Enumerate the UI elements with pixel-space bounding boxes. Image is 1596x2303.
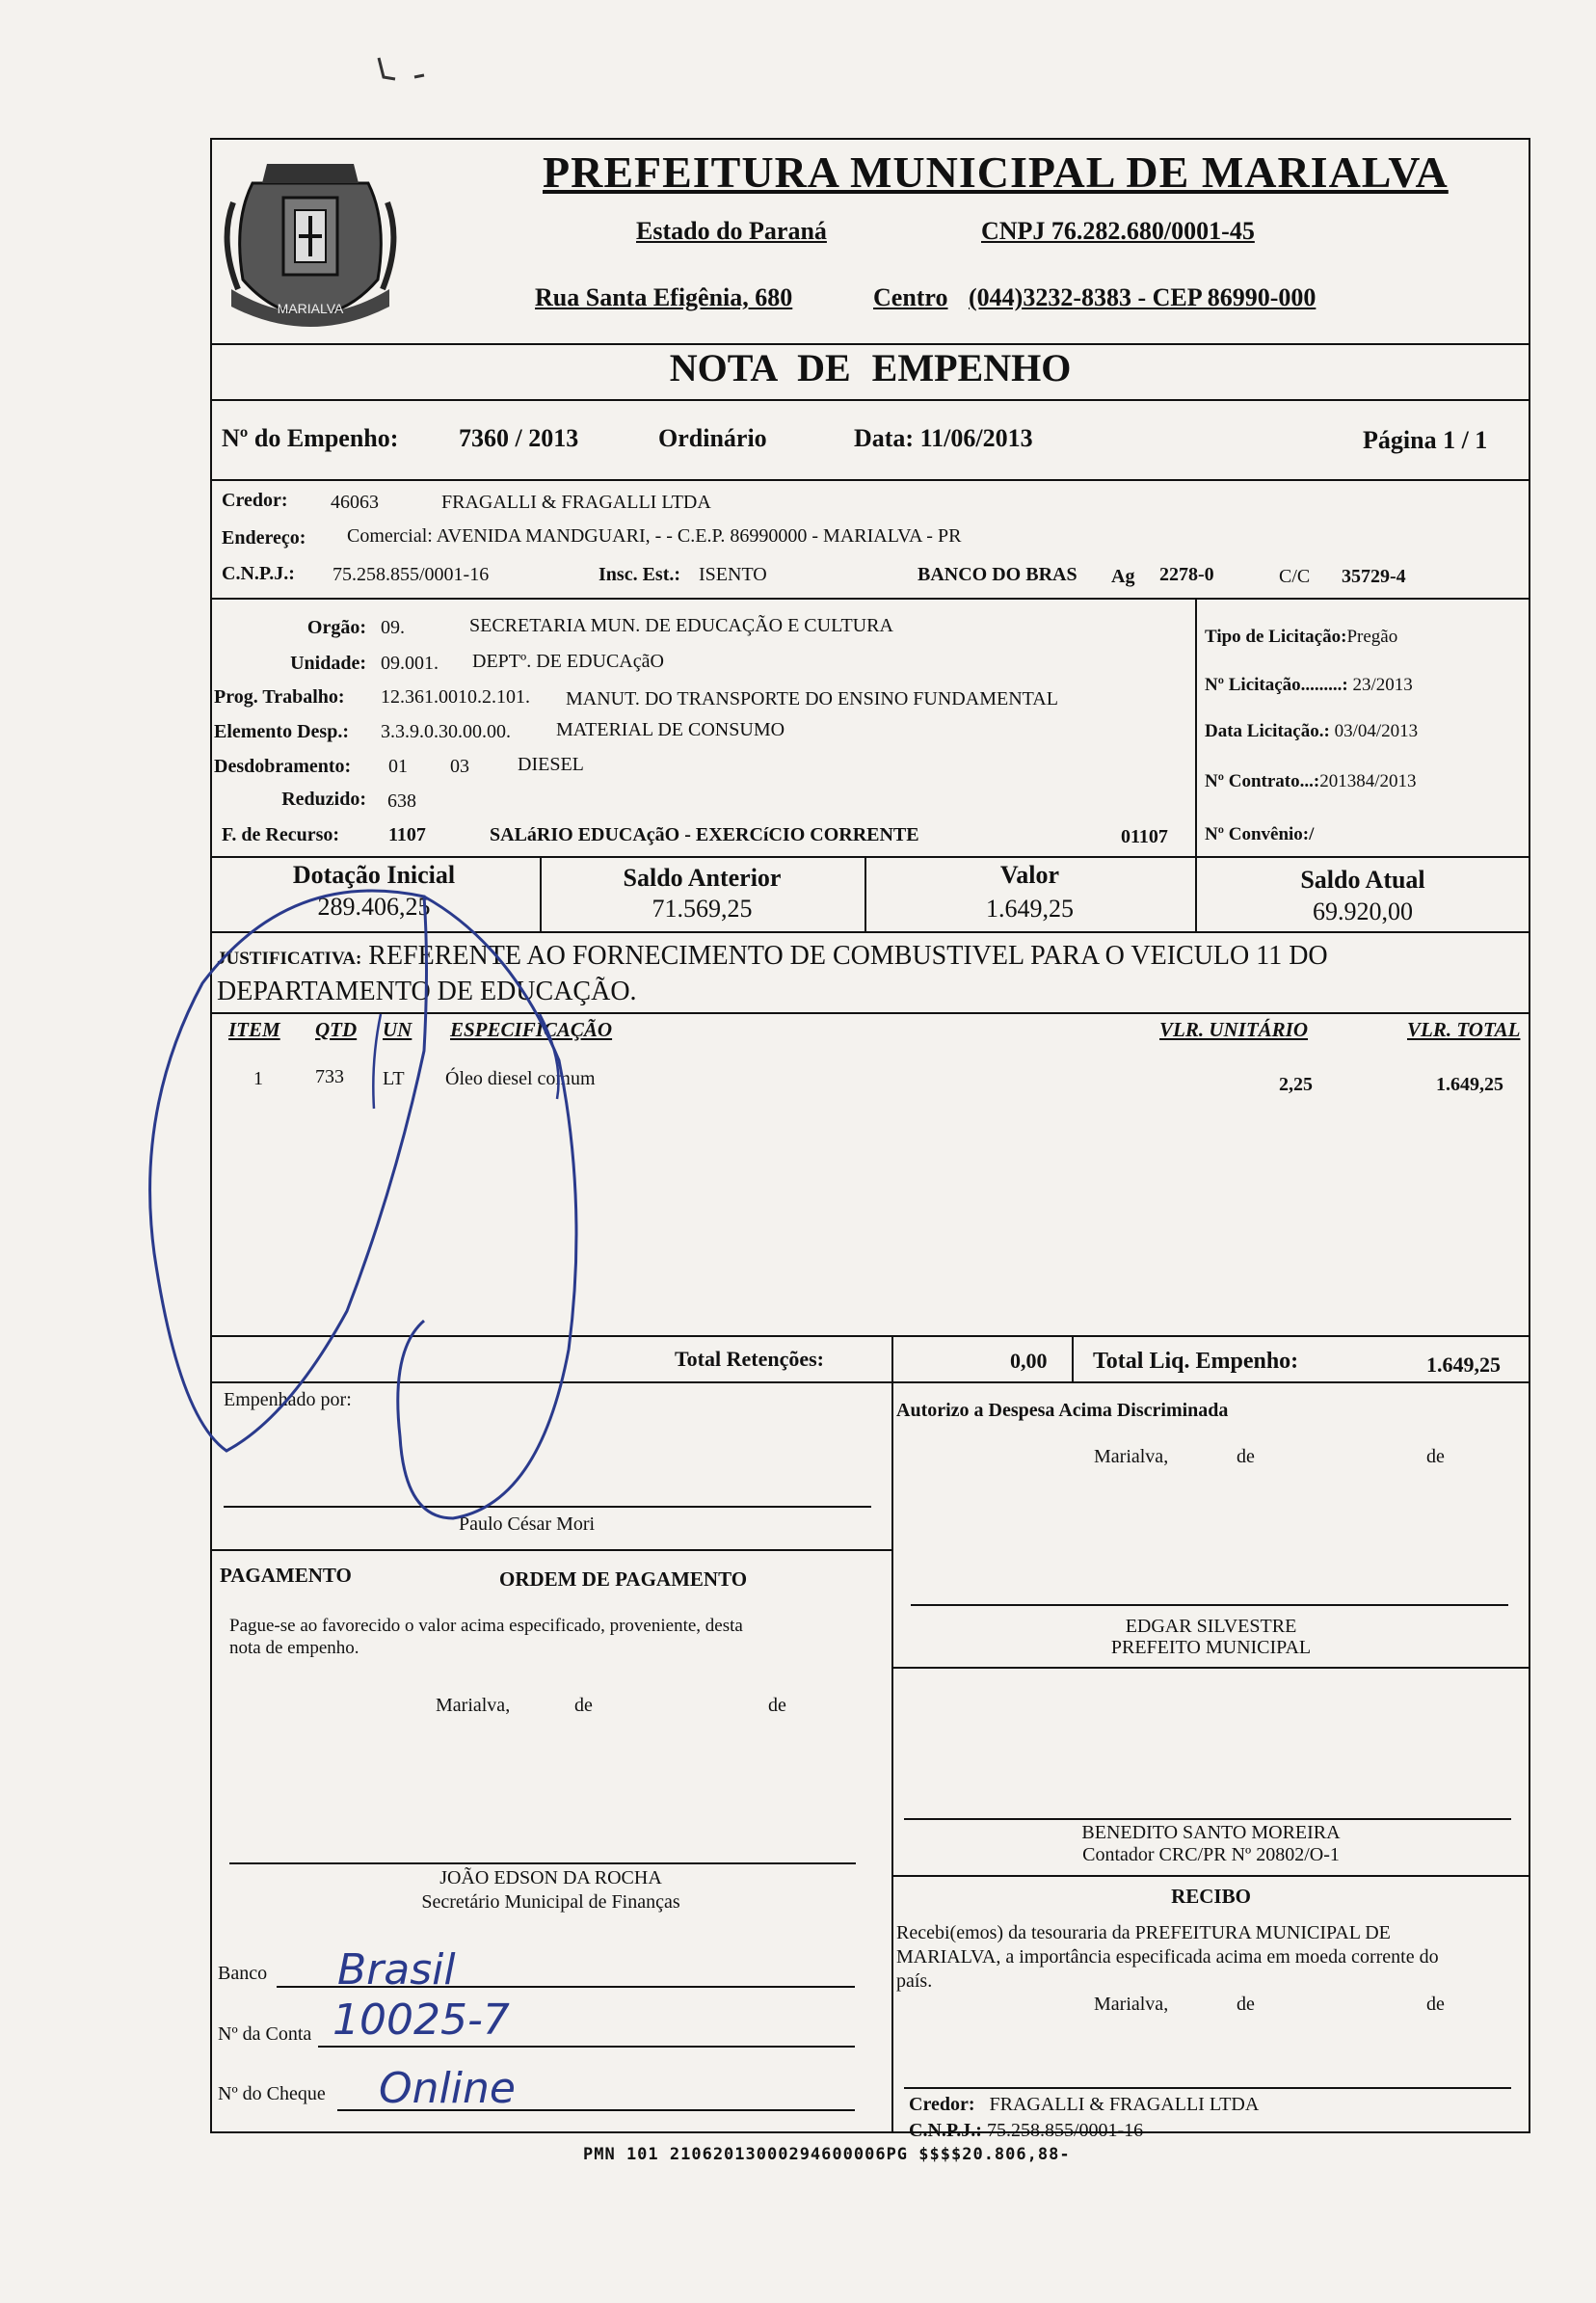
contador-sign-line	[904, 1818, 1511, 1820]
insc-label: Insc. Est.:	[598, 564, 681, 585]
items-header-top	[210, 1012, 1530, 1014]
desdobramento-a: 01	[388, 756, 408, 777]
prefeito-title: PREFEITO MUNICIPAL	[1110, 1637, 1312, 1658]
recibo-credor-label: Credor:	[909, 2094, 975, 2115]
unidade-code: 09.001.	[381, 653, 439, 674]
recibo-cnpj-label: C.N.P.J.:	[909, 2120, 982, 2141]
elemento-name: MATERIAL DE CONSUMO	[556, 719, 785, 740]
autorizo-de-1: de	[1237, 1446, 1255, 1467]
unidade-label: Unidade:	[290, 653, 366, 674]
empenhado-sign-line	[224, 1506, 871, 1508]
col-un: UN	[383, 1018, 412, 1041]
page-title: PREFEITURA MUNICIPAL DE MARIALVA	[543, 147, 1449, 197]
row-espec: Óleo diesel comum	[445, 1068, 596, 1089]
agency-value: 2278-0	[1159, 564, 1214, 585]
recibo-de-2: de	[1426, 1994, 1445, 2015]
empenho-date: Data: 11/06/2013	[854, 424, 1033, 452]
retencoes-label: Total Retenções:	[675, 1347, 824, 1371]
fonte-label: F. de Recurso:	[222, 824, 340, 845]
licitacao-number-label: Nº Licitação.........:	[1205, 675, 1348, 695]
recibo-cnpj-value: 75.258.855/0001-16	[986, 2120, 1144, 2141]
liquido-value: 1.649,25	[1426, 1352, 1501, 1377]
banco-label: Banco	[218, 1963, 268, 1984]
district-label: Centro	[873, 283, 948, 311]
row-item: 1	[253, 1068, 263, 1089]
saldo-anterior-label: Saldo Anterior	[623, 864, 782, 892]
saldo-atual-label: Saldo Atual	[1300, 866, 1425, 894]
elemento-label: Elemento Desp.:	[214, 721, 349, 742]
prefeito-name: EDGAR SILVESTRE	[1125, 1616, 1297, 1637]
licitacao-date-label: Data Licitação.:	[1205, 721, 1330, 741]
justificativa-label: JUSTIFICATIVA:	[217, 949, 362, 969]
row-unit: 2,25	[1279, 1074, 1313, 1095]
recibo-city: Marialva,	[1094, 1994, 1169, 2015]
contador-box-bottom	[891, 1875, 1530, 1877]
secretario-sign-line	[229, 1862, 856, 1864]
recibo-sign-line	[904, 2087, 1511, 2089]
totais-divider-1	[891, 1335, 893, 1383]
contrato	[1205, 771, 1416, 792]
fonte-name: SALáRIO EDUCAçãO - EXERCíCIO CORRENTE	[490, 824, 919, 845]
conta-line	[318, 2046, 855, 2048]
pagamento-label: PAGAMENTO	[220, 1564, 352, 1587]
row-total: 1.649,25	[1436, 1074, 1503, 1095]
empenho-number: 7360 / 2013	[459, 424, 579, 452]
banco-handwriting: Brasil	[337, 1945, 456, 1995]
dotacao-inicial-value: 289.406,25	[317, 893, 431, 921]
recibo-cnpj	[909, 2120, 1143, 2142]
street-label: Rua Santa Efigênia, 680	[535, 283, 793, 311]
desdobramento-b: 03	[450, 756, 469, 777]
empenhado-name: Paulo César Mori	[459, 1513, 596, 1535]
desdobramento-name: DIESEL	[518, 754, 584, 775]
pagamento-de-2: de	[768, 1695, 786, 1716]
prog-code: 12.361.0010.2.101.	[381, 686, 530, 708]
col-unit: VLR. UNITÁRIO	[1159, 1018, 1309, 1041]
autorizo-de-2: de	[1426, 1446, 1445, 1467]
licitacao-type-value: Pregão	[1346, 627, 1398, 647]
conta-handwriting: 10025-7	[332, 1995, 510, 2045]
bank-name: BANCO DO BRAS	[918, 564, 1077, 585]
orgao-label: Orgão:	[306, 617, 366, 638]
empenho-number-label: Nº do Empenho:	[222, 424, 399, 452]
secretario-name: JOÃO EDSON DA ROCHA	[439, 1867, 662, 1888]
elemento-code: 3.3.9.0.30.00.00.	[381, 721, 511, 742]
pagamento-text-2: nota de empenho.	[229, 1638, 359, 1658]
liquido-label: Total Liq. Empenho:	[1093, 1349, 1299, 1374]
valor-value: 1.649,25	[986, 895, 1074, 923]
ordem-pagamento-label: ORDEM DE PAGAMENTO	[499, 1567, 748, 1591]
justificativa	[217, 940, 1328, 1008]
credor-cnpj-label: C.N.P.J.:	[222, 563, 295, 584]
contrato-value: 201384/2013	[1319, 771, 1417, 791]
conta-label: Nº da Conta	[218, 2023, 312, 2045]
pagamento-text	[229, 1615, 743, 1659]
col-item: ITEM	[228, 1018, 280, 1041]
orgao-code: 09.	[381, 617, 405, 638]
row-qtd: 733	[315, 1066, 344, 1087]
licitacao-divider	[1195, 598, 1197, 858]
recibo-credor-value: FRAGALLI & FRAGALLI LTDA	[989, 2094, 1260, 2115]
justificativa-line2: DEPARTAMENTO DE EDUCAÇÃO.	[217, 977, 637, 1006]
contador-title: Contador CRC/PR Nº 20802/O-1	[1082, 1844, 1340, 1865]
fonte-code2: 01107	[1121, 826, 1168, 847]
recibo-text	[896, 1921, 1521, 1994]
endereco-value: Comercial: AVENIDA MANDGUARI, - - C.E.P. 86990000 - MARIALVA - PR	[347, 525, 962, 547]
autorizo-label: Autorizo a Despesa Acima Discriminada	[896, 1400, 1229, 1421]
col-total: VLR. TOTAL	[1407, 1018, 1521, 1041]
prefeito-box-bottom	[891, 1667, 1530, 1669]
pagamento-city: Marialva,	[436, 1695, 511, 1716]
credor-label: Credor:	[222, 490, 288, 511]
recibo-line1: Recebi(emos) da tesouraria da PREFEITURA MUNICIPAL DE	[896, 1922, 1391, 1943]
retencoes-value: 0,00	[1010, 1349, 1048, 1373]
contrato-label: Nº Contrato...:	[1205, 771, 1320, 791]
reduzido-value: 638	[387, 790, 416, 812]
licitacao-type-label	[1205, 627, 1397, 648]
prefeito-sign-line	[911, 1604, 1508, 1606]
credor-name: FRAGALLI & FRAGALLI LTDA	[441, 492, 711, 513]
micr-line: PMN 101 21062013000294600006PG $$$$20.806,88-	[583, 2145, 1071, 2164]
licitacao-date-value: 03/04/2013	[1334, 721, 1419, 741]
totais-divider-2	[1072, 1335, 1074, 1383]
signatures-center-divider	[891, 1381, 893, 2133]
crest-banner-text: MARIALVA	[277, 301, 344, 316]
doc-title: NOTA DE EMPENHO	[669, 346, 1072, 389]
desdobramento-label: Desdobramento:	[214, 756, 352, 777]
pagamento-de-1: de	[574, 1695, 593, 1716]
autorizo-city: Marialva,	[1094, 1446, 1169, 1467]
coat-of-arms-icon	[214, 145, 407, 337]
licitacao-date	[1205, 721, 1418, 742]
col-espec: ESPECIFICAÇÃO	[450, 1018, 613, 1041]
convenio-label: Nº Convênio:/	[1205, 824, 1315, 844]
account-label: C/C	[1279, 566, 1311, 587]
agency-label: Ag	[1111, 566, 1135, 587]
totais-row	[210, 1335, 1530, 1383]
licitacao-type-label-text: Tipo de Licitação:	[1205, 627, 1347, 647]
recibo-title: RECIBO	[1171, 1885, 1251, 1908]
empenhado-bottom	[210, 1549, 891, 1551]
orgao-name: SECRETARIA MUN. DE EDUCAÇÃO E CULTURA	[469, 615, 893, 636]
recibo-credor	[909, 2094, 1259, 2116]
prog-label: Prog. Trabalho:	[214, 686, 345, 708]
valor-label: Valor	[999, 861, 1060, 889]
cheque-label: Nº do Cheque	[218, 2083, 326, 2104]
prog-name: MANUT. DO TRANSPORTE DO ENSINO FUNDAMENTAL	[566, 688, 1058, 710]
saldo-anterior-value: 71.569,25	[652, 895, 753, 923]
dotacao-inicial-label: Dotação Inicial	[292, 861, 456, 889]
insc-value: ISENTO	[699, 564, 767, 585]
licitacao-number	[1205, 675, 1413, 696]
empenhado-label: Empenhado por:	[224, 1389, 352, 1410]
recibo-de-1: de	[1237, 1994, 1255, 2015]
licitacao-number-value: 23/2013	[1352, 675, 1413, 695]
credor-code: 46063	[331, 492, 379, 513]
fonte-code: 1107	[388, 824, 426, 845]
cheque-handwriting: Online	[379, 2064, 516, 2113]
credor-cnpj: 75.258.855/0001-16	[332, 564, 490, 585]
justificativa-line1: REFERENTE AO FORNECIMENTO DE COMBUSTIVEL PARA O VEICULO 11 DO	[368, 941, 1328, 971]
phone-cep-label: (044)3232-8383 - CEP 86990-000	[969, 283, 1317, 311]
col-qtd: QTD	[315, 1018, 358, 1041]
page-number: Página 1 / 1	[1363, 426, 1488, 454]
state-label: Estado do Paraná	[636, 217, 827, 245]
unidade-name: DEPTº. DE EDUCAçãO	[472, 651, 664, 672]
cnpj-label: CNPJ 76.282.680/0001-45	[981, 217, 1255, 245]
endereco-label: Endereço:	[222, 527, 306, 549]
empenho-type: Ordinário	[658, 424, 767, 452]
row-un: LT	[383, 1068, 405, 1089]
pagamento-text-1: Pague-se ao favorecido o valor acima especificado, proveniente, desta	[229, 1616, 743, 1636]
saldo-atual-value: 69.920,00	[1313, 897, 1413, 925]
account-value: 35729-4	[1342, 566, 1406, 587]
recibo-line3: país.	[896, 1970, 933, 1992]
contador-name: BENEDITO SANTO MOREIRA	[1081, 1822, 1341, 1843]
secretario-title: Secretário Municipal de Finanças	[421, 1891, 680, 1913]
pen-stroke-top-mark	[379, 58, 424, 79]
recibo-line2: MARIALVA, a importância especificada acima em moeda corrente do	[896, 1946, 1439, 1968]
reduzido-label: Reduzido:	[281, 789, 366, 810]
